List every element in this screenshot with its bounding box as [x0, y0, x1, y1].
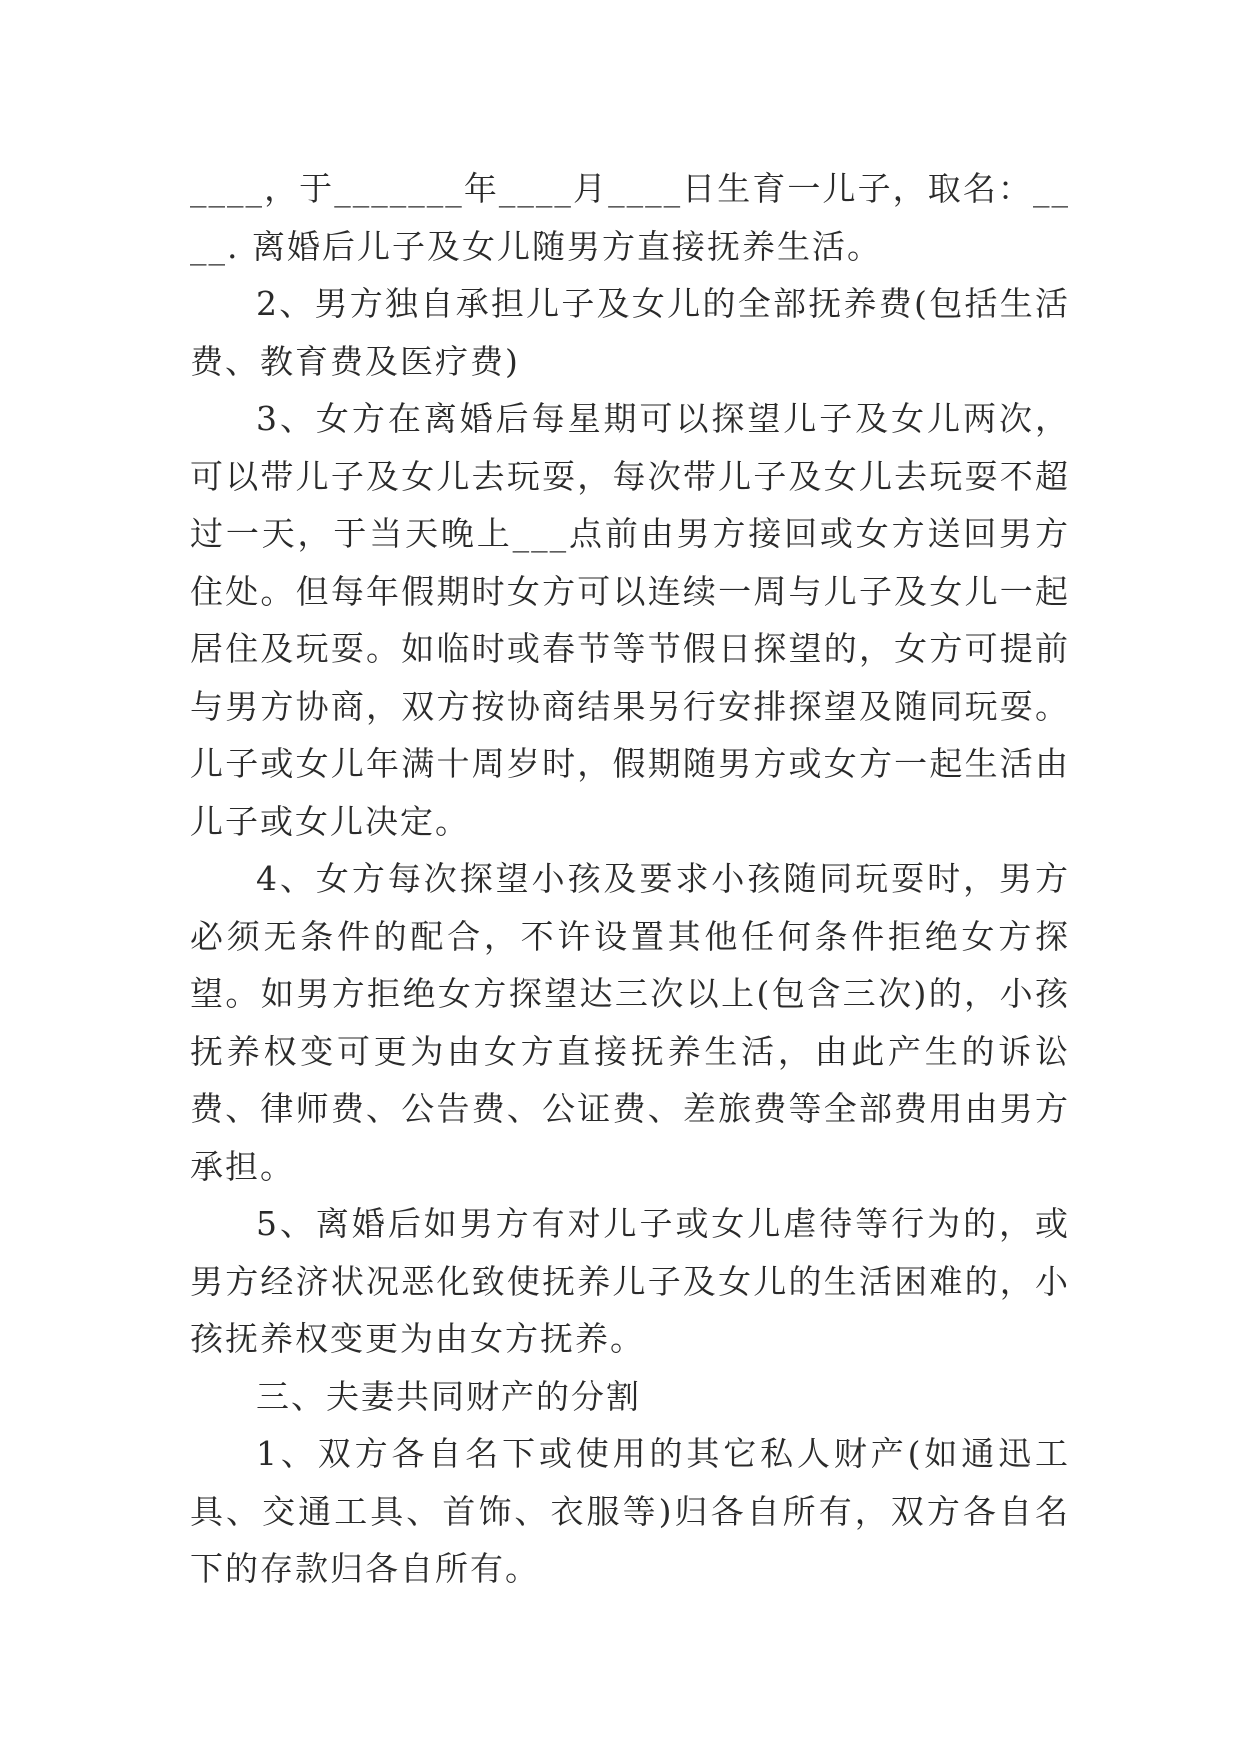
- paragraph-4: 4、女方每次探望小孩及要求小孩随同玩耍时，男方必须无条件的配合，不许设置其他任何条件拒绝女方探望。如男方拒绝女方探望达三次以上(包含三次)的，小孩抚养权变可更为由女方直接抚养生活，由此产生的诉讼费、律师费、公告费、公证费、差旅费等全部费用由男方承担。: [190, 859, 1070, 1186]
- paragraph-3: 3、女方在离婚后每星期可以探望儿子及女儿两次，可以带儿子及女儿去玩耍，每次带儿子及女儿去玩耍不超过一天，于当天晚上___点前由男方接回或女方送回男方住处。但每年假期时女方可以连续一周与儿子及女儿一起居住及玩耍。如临时或春节等节假日探望的，女方可提前与男方协商，双方按协商结果另行安排探望及随同玩耍。儿子或女儿年满十周岁时，假期随男方或女方一起生活由儿子或女儿决定。: [190, 399, 1070, 841]
- paragraph-5: 5、离婚后如男方有对儿子或女儿虐待等行为的，或男方经济状况恶化致使抚养儿子及女儿的生活困难的，小孩抚养权变更为由女方抚养。: [190, 1204, 1070, 1358]
- document-body: [190, 160, 1070, 1598]
- paragraph-1: ____，于_______年____月____日生育一儿子，取名：____. 离婚后儿子及女儿随男方直接抚养生活。: [190, 169, 1070, 266]
- paragraph-6: 1、双方各自名下或使用的其它私人财产(如通迅工具、交通工具、首饰、衣服等)归各自所有，双方各自名下的存款归各自所有。: [190, 1434, 1070, 1588]
- section-heading-property-division: 三、夫妻共同财产的分割: [256, 1376, 641, 1416]
- paragraph-2: 2、男方独自承担儿子及女儿的全部抚养费(包括生活费、教育费及医疗费): [190, 284, 1070, 381]
